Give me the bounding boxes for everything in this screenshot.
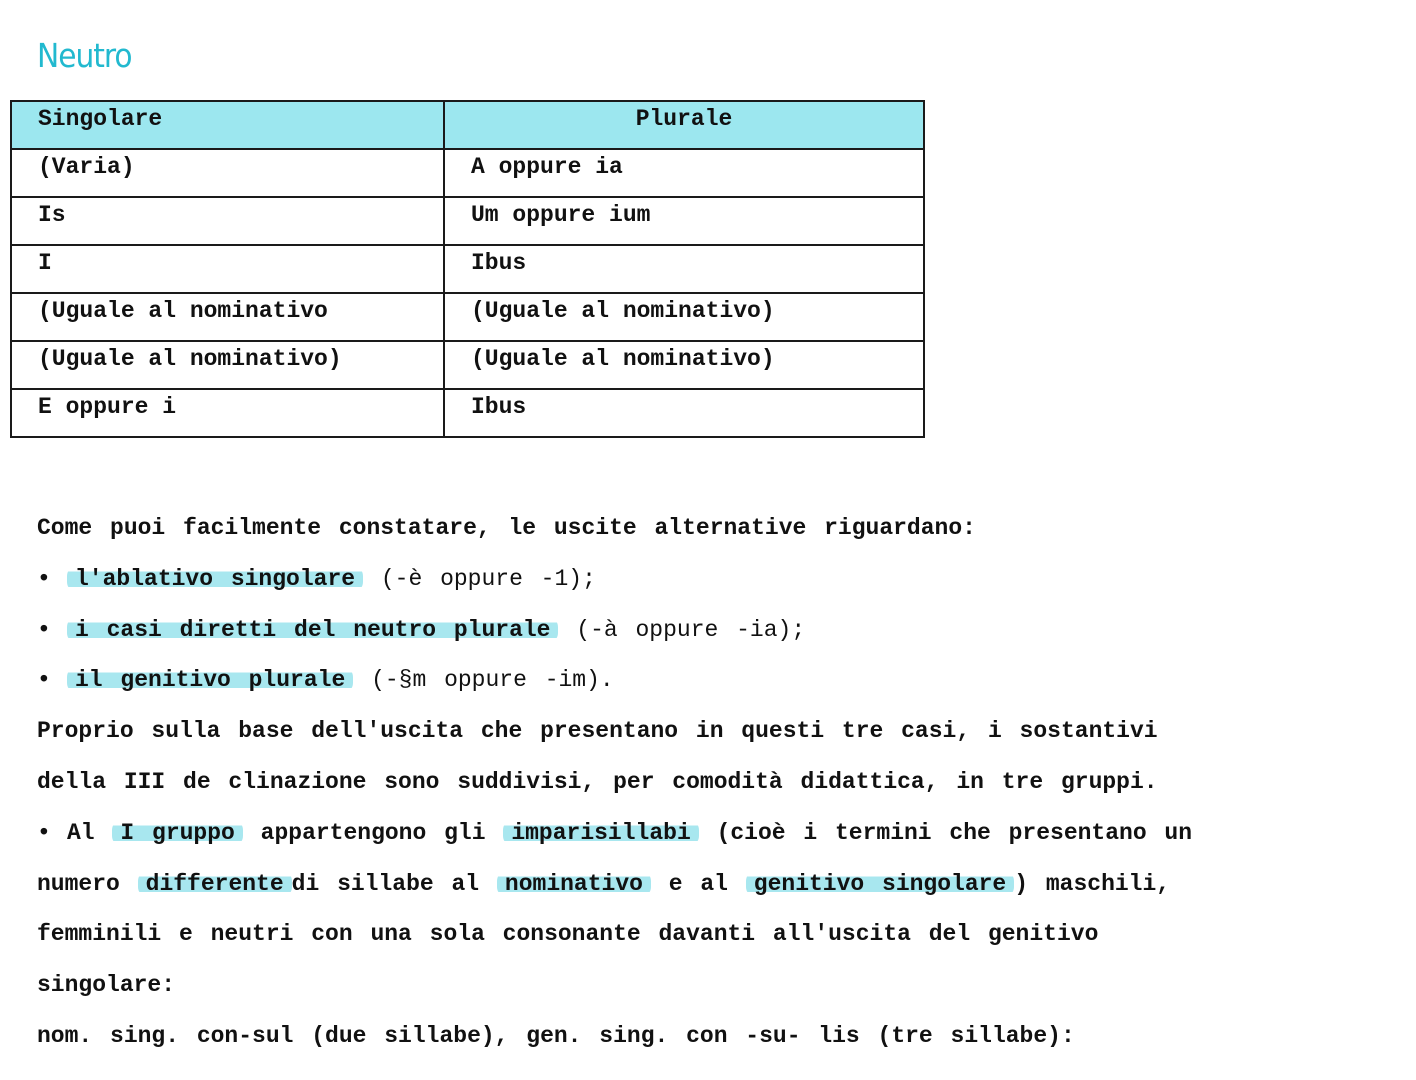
table-cell: (Uguale al nominativo) — [444, 293, 924, 341]
section-title: Neutro — [37, 36, 132, 75]
highlight: differente — [138, 871, 292, 897]
paragraph-line: singolare: — [37, 972, 176, 999]
table-cell: Is — [11, 197, 444, 245]
declension-table — [10, 100, 925, 438]
table-row — [11, 197, 924, 245]
bullet-item — [37, 554, 1397, 605]
text-fragment: e al — [668, 870, 728, 897]
highlight: i casi diretti del neutro plurale — [67, 617, 558, 643]
bullet-icon: • — [37, 667, 51, 694]
header-plurale: Plurale — [444, 101, 924, 149]
table-cell: Um oppure ium — [444, 197, 924, 245]
table-row — [11, 149, 924, 197]
bullet-note: (-§m oppure -im). — [371, 667, 614, 694]
highlight: imparisillabi — [503, 820, 698, 846]
text-fragment: ) maschili, — [1014, 870, 1171, 897]
paragraph-line: femminili e neutri con una sola consonante davanti all'uscita del genitivo — [37, 921, 1099, 948]
highlight: I gruppo — [112, 820, 242, 846]
table-header-row — [11, 101, 924, 149]
table-row — [11, 293, 924, 341]
bullet-note: (-è oppure -1); — [380, 565, 596, 592]
bullet-item — [37, 655, 1397, 706]
body-text — [37, 503, 1397, 1062]
table-cell: A oppure ia — [444, 149, 924, 197]
paragraph-line: della III de clinazione sono suddivisi, per comodità didattica, in tre gruppi. — [37, 768, 1158, 795]
table-cell: I — [11, 245, 444, 293]
table-row — [11, 245, 924, 293]
paragraph-line: Proprio sulla base dell'uscita che presentano in questi tre casi, i sostantivi — [37, 718, 1158, 745]
bullet-icon: • — [37, 616, 51, 643]
table-cell: (Uguale al nominativo) — [444, 341, 924, 389]
highlight: nominativo — [497, 871, 651, 897]
table-row — [11, 341, 924, 389]
table-cell: Ibus — [444, 245, 924, 293]
highlight: il genitivo plurale — [67, 667, 353, 693]
table-cell: E oppure i — [11, 389, 444, 437]
bullet-icon: • — [37, 565, 51, 592]
highlight: l'ablativo singolare — [67, 566, 363, 592]
table-cell: (Varia) — [11, 149, 444, 197]
paragraph-line — [37, 859, 1397, 910]
bullet-note: (-à oppure -ia); — [576, 616, 806, 643]
text-fragment: appartengono gli — [260, 819, 486, 846]
highlight: genitivo singolare — [746, 871, 1014, 897]
text-fragment: (cioè i termini che presentano un — [716, 819, 1193, 846]
table-cell: Ibus — [444, 389, 924, 437]
bullet-icon: • — [37, 819, 51, 846]
table-cell: (Uguale al nominativo — [11, 293, 444, 341]
example-line: nom. sing. con-sul (due sillabe), gen. sing. con -su- lis (tre sillabe): — [37, 1022, 1075, 1049]
header-singolare: Singolare — [11, 101, 444, 149]
intro-line: Come puoi facilmente constatare, le uscite alternative riguardano: — [37, 515, 976, 541]
table-row — [11, 389, 924, 437]
table-cell: (Uguale al nominativo) — [11, 341, 444, 389]
text-fragment: Al — [67, 819, 95, 846]
text-fragment: di sillabe al — [291, 870, 480, 897]
text-fragment: numero — [37, 870, 120, 897]
group-line — [37, 808, 1397, 859]
bullet-item — [37, 605, 1397, 656]
